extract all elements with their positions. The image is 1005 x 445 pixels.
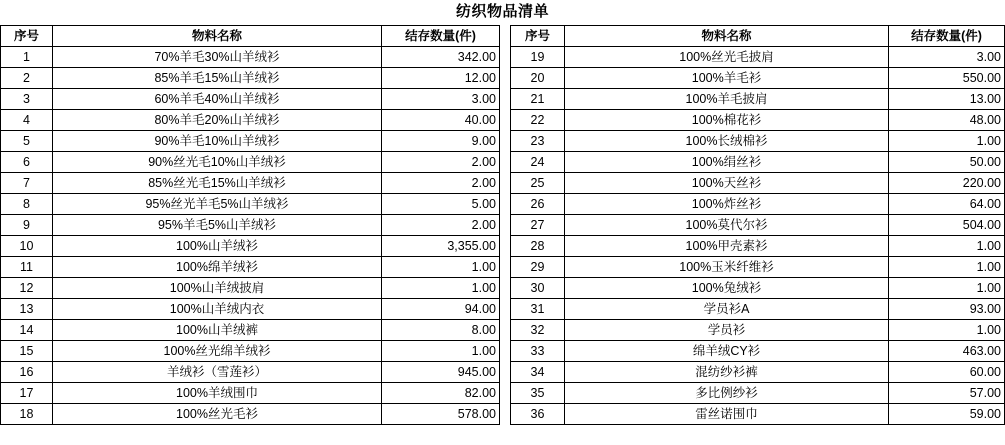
table-row — [1, 236, 500, 257]
cell-material-name: 100%丝光毛衫 — [53, 404, 382, 425]
cell-seq: 33 — [511, 341, 565, 362]
cell-seq: 22 — [511, 110, 565, 131]
cell-material-name: 100%山羊绒裤 — [53, 320, 382, 341]
cell-seq: 36 — [511, 404, 565, 425]
table-row — [1, 320, 500, 341]
table-row — [511, 341, 1005, 362]
cell-seq: 14 — [1, 320, 53, 341]
cell-seq: 20 — [511, 68, 565, 89]
cell-quantity: 50.00 — [889, 152, 1005, 173]
table-row — [511, 215, 1005, 236]
header-qty: 结存数量(件) — [382, 26, 500, 47]
cell-material-name: 100%兔绒衫 — [565, 278, 889, 299]
cell-quantity: 1.00 — [382, 257, 500, 278]
cell-material-name: 90%丝光毛10%山羊绒衫 — [53, 152, 382, 173]
cell-quantity: 40.00 — [382, 110, 500, 131]
cell-material-name: 学员衫A — [565, 299, 889, 320]
header-name: 物料名称 — [565, 26, 889, 47]
cell-material-name: 95%丝光羊毛5%山羊绒衫 — [53, 194, 382, 215]
cell-material-name: 雷丝诺围巾 — [565, 404, 889, 425]
cell-seq: 26 — [511, 194, 565, 215]
cell-quantity: 220.00 — [889, 173, 1005, 194]
cell-quantity: 2.00 — [382, 215, 500, 236]
cell-material-name: 80%羊毛20%山羊绒衫 — [53, 110, 382, 131]
cell-material-name: 100%玉米纤维衫 — [565, 257, 889, 278]
cell-seq: 34 — [511, 362, 565, 383]
cell-seq: 31 — [511, 299, 565, 320]
cell-quantity: 2.00 — [382, 173, 500, 194]
cell-material-name: 100%长绒棉衫 — [565, 131, 889, 152]
header-name: 物料名称 — [53, 26, 382, 47]
cell-seq: 3 — [1, 89, 53, 110]
cell-seq: 8 — [1, 194, 53, 215]
table-row — [1, 173, 500, 194]
table-row — [511, 383, 1005, 404]
table-row — [1, 152, 500, 173]
cell-seq: 29 — [511, 257, 565, 278]
table-row — [1, 383, 500, 404]
table-row — [511, 320, 1005, 341]
table-row — [511, 299, 1005, 320]
table-row — [1, 194, 500, 215]
cell-quantity: 1.00 — [889, 320, 1005, 341]
cell-material-name: 100%羊绒围巾 — [53, 383, 382, 404]
cell-seq: 15 — [1, 341, 53, 362]
table-row — [511, 152, 1005, 173]
left-table-column — [0, 25, 500, 425]
cell-quantity: 1.00 — [889, 236, 1005, 257]
cell-material-name: 100%甲壳素衫 — [565, 236, 889, 257]
header-seq: 序号 — [1, 26, 53, 47]
cell-quantity: 93.00 — [889, 299, 1005, 320]
page-title: 纺织物品清单 — [455, 3, 549, 20]
table-header-right — [511, 26, 1005, 47]
table-row — [1, 278, 500, 299]
cell-seq: 13 — [1, 299, 53, 320]
right-table-column — [510, 25, 1005, 425]
cell-seq: 6 — [1, 152, 53, 173]
table-row — [511, 194, 1005, 215]
table-row — [1, 89, 500, 110]
cell-quantity: 60.00 — [889, 362, 1005, 383]
cell-quantity: 8.00 — [382, 320, 500, 341]
table-row — [1, 299, 500, 320]
cell-quantity: 64.00 — [889, 194, 1005, 215]
cell-seq: 24 — [511, 152, 565, 173]
table-row — [511, 173, 1005, 194]
cell-quantity: 1.00 — [382, 341, 500, 362]
cell-material-name: 100%羊毛披肩 — [565, 89, 889, 110]
table-row — [511, 68, 1005, 89]
cell-material-name: 100%丝光绵羊绒衫 — [53, 341, 382, 362]
cell-material-name: 学员衫 — [565, 320, 889, 341]
cell-seq: 10 — [1, 236, 53, 257]
table-row — [511, 47, 1005, 68]
inventory-table-left — [0, 25, 500, 425]
cell-material-name: 100%莫代尔衫 — [565, 215, 889, 236]
cell-material-name: 混纺纱衫裤 — [565, 362, 889, 383]
table-row — [511, 362, 1005, 383]
table-row — [1, 257, 500, 278]
cell-seq: 16 — [1, 362, 53, 383]
table-row — [511, 236, 1005, 257]
cell-material-name: 100%绢丝衫 — [565, 152, 889, 173]
cell-material-name: 100%棉花衫 — [565, 110, 889, 131]
cell-quantity: 57.00 — [889, 383, 1005, 404]
inventory-table-right — [510, 25, 1005, 425]
table-row — [1, 362, 500, 383]
cell-material-name: 100%天丝衫 — [565, 173, 889, 194]
table-row — [1, 110, 500, 131]
cell-quantity: 59.00 — [889, 404, 1005, 425]
cell-quantity: 463.00 — [889, 341, 1005, 362]
cell-quantity: 94.00 — [382, 299, 500, 320]
cell-material-name: 85%丝光毛15%山羊绒衫 — [53, 173, 382, 194]
cell-material-name: 70%羊毛30%山羊绒衫 — [53, 47, 382, 68]
cell-quantity: 3,355.00 — [382, 236, 500, 257]
cell-quantity: 9.00 — [382, 131, 500, 152]
table-row — [511, 278, 1005, 299]
header-qty: 结存数量(件) — [889, 26, 1005, 47]
cell-quantity: 12.00 — [382, 68, 500, 89]
table-row — [1, 131, 500, 152]
cell-quantity: 342.00 — [382, 47, 500, 68]
cell-quantity: 550.00 — [889, 68, 1005, 89]
cell-seq: 35 — [511, 383, 565, 404]
cell-material-name: 60%羊毛40%山羊绒衫 — [53, 89, 382, 110]
table-header-row — [511, 26, 1005, 47]
cell-quantity: 5.00 — [382, 194, 500, 215]
cell-material-name: 85%羊毛15%山羊绒衫 — [53, 68, 382, 89]
cell-material-name: 100%山羊绒内衣 — [53, 299, 382, 320]
table-row — [511, 110, 1005, 131]
table-row — [1, 68, 500, 89]
cell-material-name: 100%绵羊绒衫 — [53, 257, 382, 278]
cell-seq: 21 — [511, 89, 565, 110]
cell-seq: 19 — [511, 47, 565, 68]
table-body-right — [511, 47, 1005, 425]
cell-material-name: 95%羊毛5%山羊绒衫 — [53, 215, 382, 236]
cell-seq: 11 — [1, 257, 53, 278]
cell-material-name: 100%炸丝衫 — [565, 194, 889, 215]
cell-seq: 28 — [511, 236, 565, 257]
cell-seq: 12 — [1, 278, 53, 299]
cell-seq: 25 — [511, 173, 565, 194]
cell-quantity: 2.00 — [382, 152, 500, 173]
cell-quantity: 48.00 — [889, 110, 1005, 131]
table-header-row — [1, 26, 500, 47]
table-row — [511, 89, 1005, 110]
cell-seq: 27 — [511, 215, 565, 236]
tables-container — [0, 25, 1005, 425]
cell-quantity: 3.00 — [382, 89, 500, 110]
header-seq: 序号 — [511, 26, 565, 47]
cell-seq: 9 — [1, 215, 53, 236]
cell-quantity: 13.00 — [889, 89, 1005, 110]
cell-seq: 17 — [1, 383, 53, 404]
cell-material-name: 100%丝光毛披肩 — [565, 47, 889, 68]
table-row — [511, 257, 1005, 278]
table-row — [1, 341, 500, 362]
cell-quantity: 3.00 — [889, 47, 1005, 68]
cell-seq: 18 — [1, 404, 53, 425]
table-header-left — [1, 26, 500, 47]
cell-quantity: 1.00 — [889, 278, 1005, 299]
cell-seq: 4 — [1, 110, 53, 131]
cell-seq: 30 — [511, 278, 565, 299]
cell-quantity: 1.00 — [889, 131, 1005, 152]
cell-seq: 32 — [511, 320, 565, 341]
cell-seq: 1 — [1, 47, 53, 68]
table-row — [1, 215, 500, 236]
table-row — [511, 131, 1005, 152]
cell-quantity: 578.00 — [382, 404, 500, 425]
cell-seq: 23 — [511, 131, 565, 152]
cell-seq: 7 — [1, 173, 53, 194]
cell-material-name: 100%山羊绒披肩 — [53, 278, 382, 299]
cell-quantity: 504.00 — [889, 215, 1005, 236]
cell-quantity: 945.00 — [382, 362, 500, 383]
cell-quantity: 1.00 — [889, 257, 1005, 278]
table-body-left — [1, 47, 500, 425]
cell-material-name: 100%山羊绒衫 — [53, 236, 382, 257]
table-row — [1, 404, 500, 425]
table-row — [511, 404, 1005, 425]
cell-material-name: 羊绒衫（雪莲衫） — [53, 362, 382, 383]
cell-seq: 2 — [1, 68, 53, 89]
table-row — [1, 47, 500, 68]
cell-material-name: 绵羊绒CY衫 — [565, 341, 889, 362]
cell-quantity: 82.00 — [382, 383, 500, 404]
cell-seq: 5 — [1, 131, 53, 152]
cell-material-name: 90%羊毛10%山羊绒衫 — [53, 131, 382, 152]
cell-quantity: 1.00 — [382, 278, 500, 299]
cell-material-name: 100%羊毛衫 — [565, 68, 889, 89]
cell-material-name: 多比例纱衫 — [565, 383, 889, 404]
